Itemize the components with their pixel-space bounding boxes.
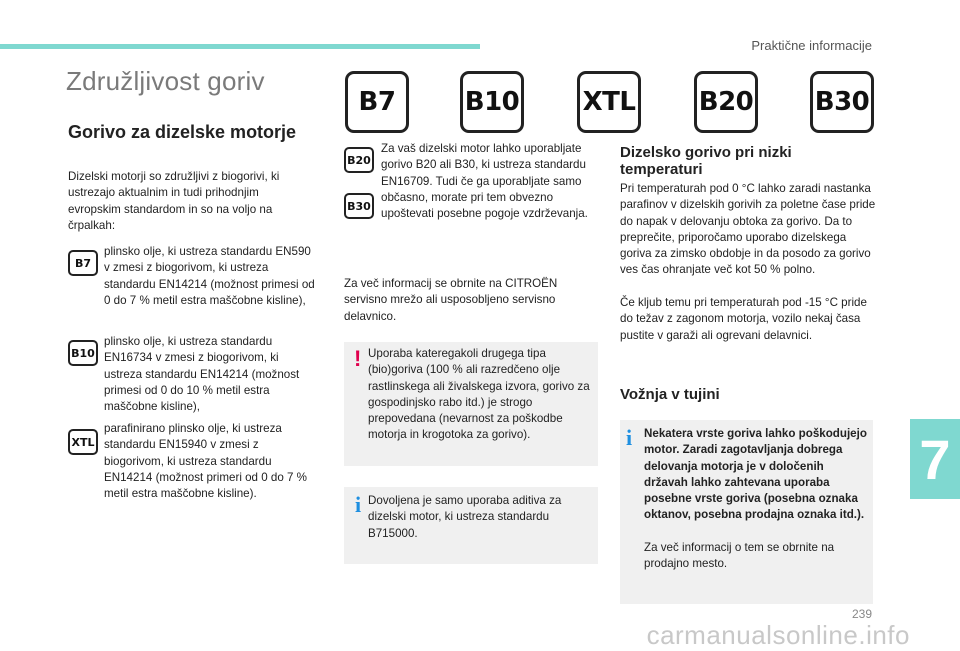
b20-badge-icon: B20 bbox=[344, 147, 374, 173]
b20-large-badge-icon: B20 bbox=[694, 71, 758, 133]
info-icon: i bbox=[626, 425, 633, 450]
low-temperature-text: Pri temperaturah pod 0 °C lahko zaradi nastanka parafinov v dizelskih gorivih za poletne čase pride do napak v delovanju obtoka za gorivo. Da to preprečite, priporočamo uporabo dizelskega goriva za zimsko obdobje in da posodo za gorivo ves čas ohranjate več kot 50 % polno. bbox=[620, 182, 876, 277]
b30-badge-icon: B30 bbox=[344, 193, 374, 219]
diesel-intro: Dizelski motorji so združljivi z biogorivi, ki ustrezajo aktualnim in tudi prihodnjim evropskim standardom in so na voljo na črpalkah: bbox=[68, 170, 280, 232]
page-number: 239 bbox=[851, 607, 872, 621]
warning-box bbox=[344, 342, 598, 466]
abroad-warning-text: Nekatera vrste goriva lahko poškodujejo motor. Zaradi zagotavljanja dobrega delovanja motorja je v določenih državah lahko zahtevana uporaba posebne vrste goriva (posebna oznaka oktanov, posebna prodajna oznaka itd.). bbox=[644, 427, 867, 522]
b10-badge-icon: B10 bbox=[68, 340, 98, 366]
b20-b30-description: Za vaš dizelski motor lahko uporabljate gorivo B20 ali B30, ki ustreza standardu EN16709. Tudi če ga uporabljate samo občasno, morate pri tem obvezno upoštevati posebne pogoje vzdrževanja. bbox=[381, 142, 588, 221]
info-box-additive bbox=[344, 487, 598, 564]
b7-description: plinsko olje, ki ustreza standardu EN590 v zmesi z biogorivom, ki ustreza standardu EN14214 (možnost primesi od 0 do 7 % metil estra maščobne kisline), bbox=[104, 245, 315, 307]
watermark: carmanualsonline.info bbox=[646, 620, 910, 650]
xtl-description: parafinirano plinsko olje, ki ustreza standardu EN15940 v zmesi z biogorivom, ki ustreza standardu EN14214 (možnost primeri od 0 do 7 % metil estra maščobne kisline). bbox=[104, 422, 307, 501]
chapter-tab: 7 bbox=[910, 419, 960, 499]
low-temperature-heading: Dizelsko gorivo pri nizki temperaturi bbox=[620, 144, 792, 178]
xtl-badge-icon: XTL bbox=[68, 429, 98, 455]
warning-text: Uporaba kateregakoli drugega tipa (bio)goriva (100 % ali razredčeno olje rastlinskega ali živalskega izvora, gorivo za gospodinjsko rabo itd.) je strogo prepovedana (nevarnost za poškodbe motorja in krogotoka za gorivo). bbox=[368, 347, 590, 442]
section-header: Praktične informacije bbox=[751, 38, 872, 53]
b7-badge-icon: B7 bbox=[68, 250, 98, 276]
b7-large-badge-icon: B7 bbox=[345, 71, 409, 133]
page-title: Združljivost goriv bbox=[66, 66, 265, 96]
xtl-large-badge-icon: XTL bbox=[577, 71, 641, 133]
diesel-heading: Gorivo za dizelske motorje bbox=[68, 122, 297, 142]
b10-description: plinsko olje, ki ustreza standardu EN16734 v zmesi z biogorivom, ki ustreza standardu EN14214 (možnost primesi od 0 do 10 % metil estra maščobne kisline), bbox=[104, 335, 300, 414]
top-accent-bar bbox=[0, 44, 480, 49]
info-icon: i bbox=[355, 492, 362, 517]
warning-icon: ! bbox=[354, 346, 362, 371]
abroad-contact-text: Za več informacij o tem se obrnite na prodajno mesto. bbox=[644, 541, 835, 571]
b10-large-badge-icon: B10 bbox=[460, 71, 524, 133]
info-box-abroad bbox=[620, 420, 873, 604]
low-temperature-text-2: Če kljub temu pri temperaturah pod -15 °C pride do težav z zagonom motorja, vozilo nekaj časa pustite v garaži ali ogrevani delavnici. bbox=[620, 296, 867, 342]
additive-info-text: Dovoljena je samo uporaba aditiva za dizelski motor, ki ustreza standardu B715000. bbox=[368, 494, 562, 540]
b30-large-badge-icon: B30 bbox=[810, 71, 874, 133]
driving-abroad-heading: Vožnja v tujini bbox=[620, 386, 720, 403]
contact-note: Za več informacij se obrnite na CITROËN servisno mrežo ali usposobljeno servisno delavnico. bbox=[344, 277, 558, 323]
